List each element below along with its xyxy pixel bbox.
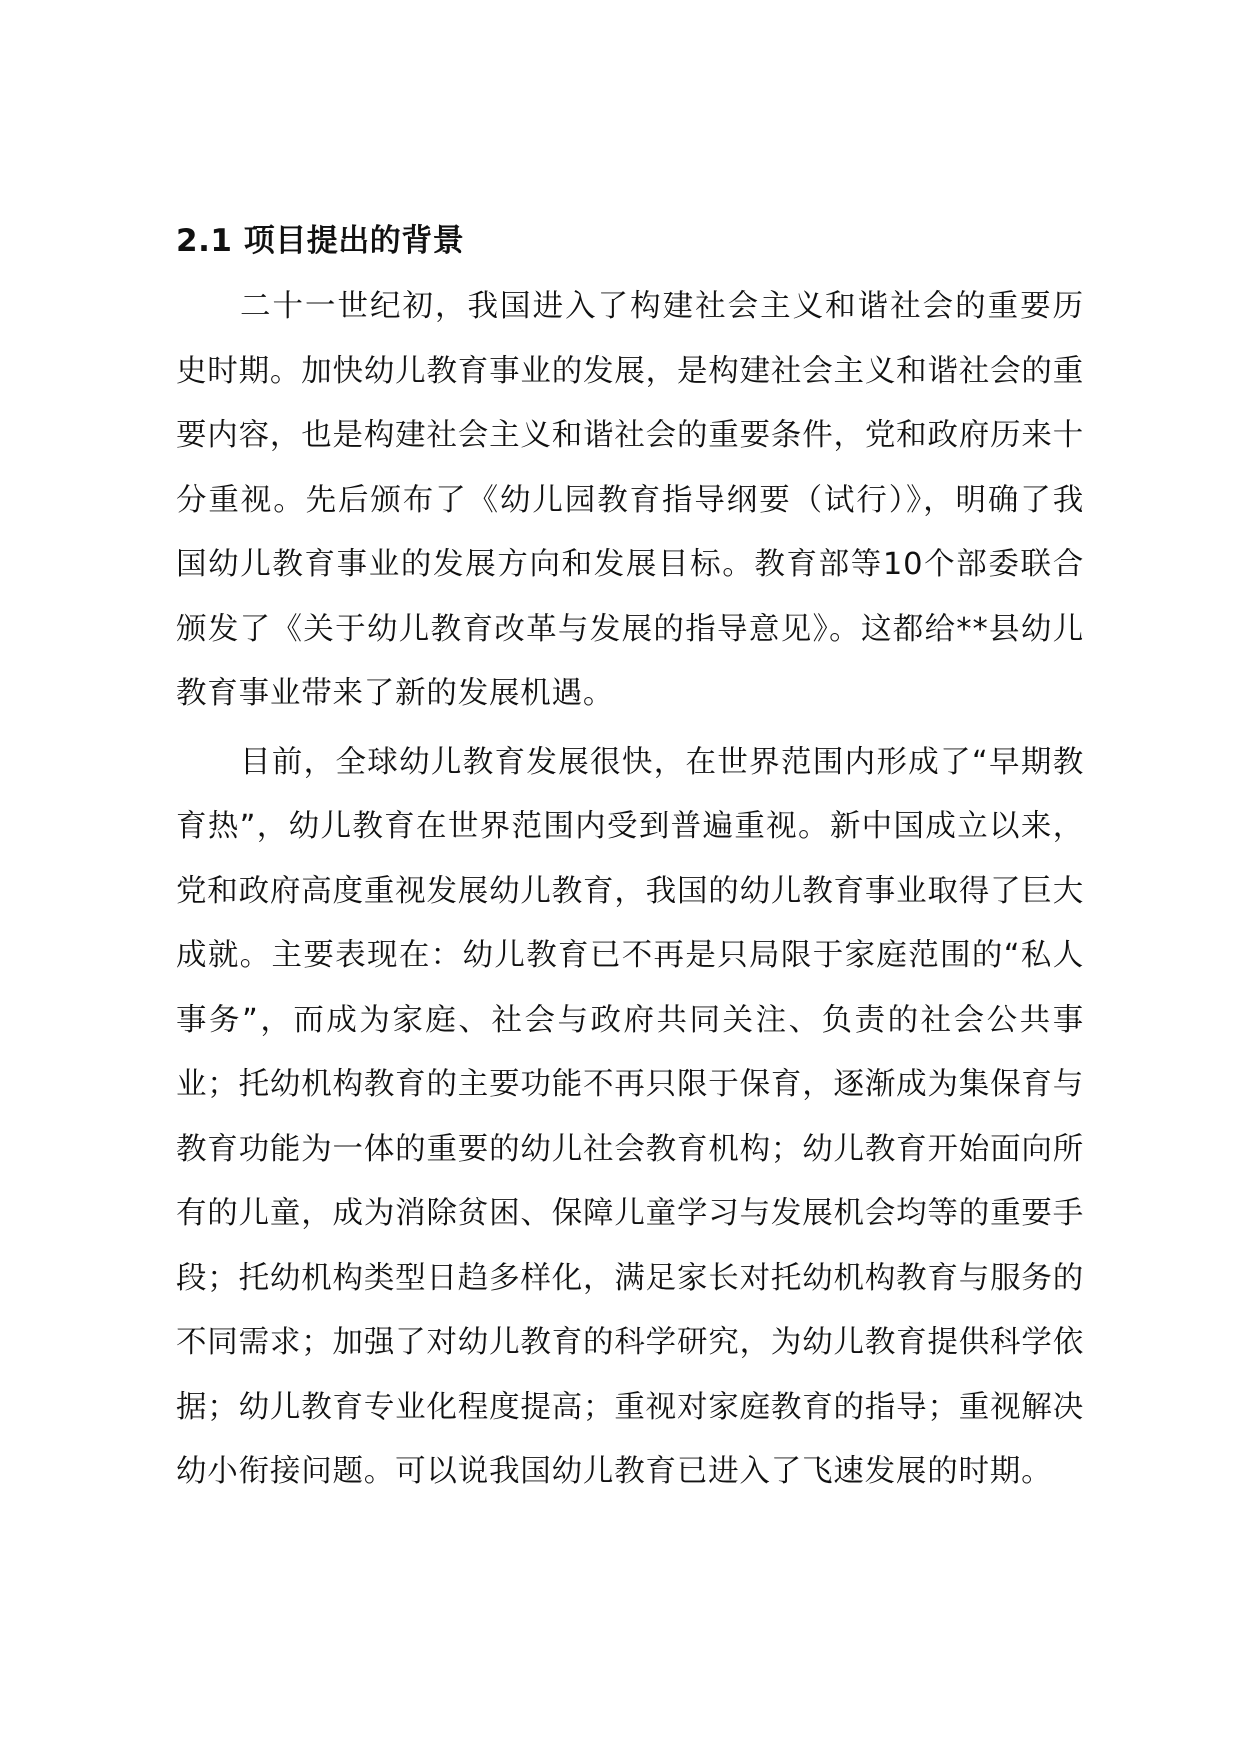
paragraph-background-policy: 二十一世纪初，我国进入了构建社会主义和谐社会的重要历史时期。加快幼儿教育事业的发展，是构建社会主义和谐社会的重要内容，也是构建社会主义和谐社会的重要条件，党和政府历来十分重视。先后颁布了《幼儿园教育指导纲要（试行）》，明确了我国幼儿教育事业的发展方向和发展目标。教育部等10个部委联合颁发了《关于幼儿教育改革与发展的指导意见》。这都给**县幼儿教育事业带来了新的发展机遇。: [176, 289, 1084, 712]
section-heading: 2.1 项目提出的背景: [176, 223, 465, 259]
document-content: [176, 220, 1084, 1505]
paragraph-global-development: 目前，全球幼儿教育发展很快，在世界范围内形成了“早期教育热”，幼儿教育在世界范围内受到普遍重视。新中国成立以来，党和政府高度重视发展幼儿教育，我国的幼儿教育事业取得了巨大成就。主要表现在：幼儿教育已不再是只局限于家庭范围的“私人事务”，而成为家庭、社会与政府共同关注、负责的社会公共事业；托幼机构教育的主要功能不再只限于保育，逐渐成为集保育与教育功能为一体的重要的幼儿社会教育机构；幼儿教育开始面向所有的儿童，成为消除贫困、保障儿童学习与发展机会均等的重要手段；托幼机构类型日趋多样化，满足家长对托幼机构教育与服务的不同需求；加强了对幼儿教育的科学研究，为幼儿教育提供科学依据；幼儿教育专业化程度提高；重视对家庭教育的指导；重视解决幼小衔接问题。可以说我国幼儿教育已进入了飞速发展的时期。: [176, 744, 1084, 1490]
